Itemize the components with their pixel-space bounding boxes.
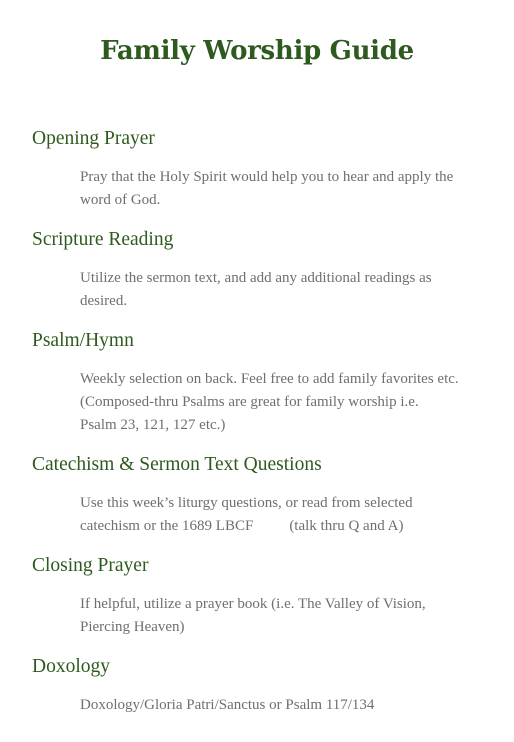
section-body xyxy=(80,368,500,437)
body-line: Psalm 23, 121, 127 etc.) xyxy=(80,417,226,433)
section-doxology xyxy=(32,654,492,717)
section-closing-prayer xyxy=(32,553,492,639)
section-catechism-questions xyxy=(32,452,492,538)
body-line: catechism or the 1689 LBCF xyxy=(80,518,254,534)
section-opening-prayer xyxy=(32,126,492,212)
section-heading: Doxology xyxy=(32,656,110,677)
body-line: Utilize the sermon text, and add any additional readings as xyxy=(80,270,432,286)
body-line: Doxology/Gloria Patri/Sanctus or Psalm 117/134 xyxy=(80,697,375,713)
section-body xyxy=(80,166,500,212)
body-line: Piercing Heaven) xyxy=(80,619,185,635)
body-line: Pray that the Holy Spirit would help you to hear and apply the xyxy=(80,169,454,185)
body-line-note: (talk thru Q and A) xyxy=(289,518,404,534)
section-heading: Psalm/Hymn xyxy=(32,330,134,351)
body-line: word of God. xyxy=(80,192,161,208)
section-body xyxy=(80,593,500,639)
section-psalm-hymn xyxy=(32,328,492,437)
body-line: (Composed-thru Psalms are great for family worship i.e. xyxy=(80,394,419,410)
section-scripture-reading xyxy=(32,227,492,313)
section-heading: Scripture Reading xyxy=(32,229,174,250)
section-body xyxy=(80,492,500,538)
body-line: If helpful, utilize a prayer book (i.e. The Valley of Vision, xyxy=(80,596,426,612)
body-line: Weekly selection on back. Feel free to add family favorites etc. xyxy=(80,371,459,387)
body-line: Use this week’s liturgy questions, or read from selected xyxy=(80,495,413,511)
section-heading: Opening Prayer xyxy=(32,128,155,149)
section-body xyxy=(80,267,500,313)
page-title: Family Worship Guide xyxy=(100,36,414,66)
body-line: desired. xyxy=(80,293,128,309)
section-body xyxy=(80,694,500,717)
section-heading: Closing Prayer xyxy=(32,555,149,576)
section-heading: Catechism & Sermon Text Questions xyxy=(32,454,322,475)
